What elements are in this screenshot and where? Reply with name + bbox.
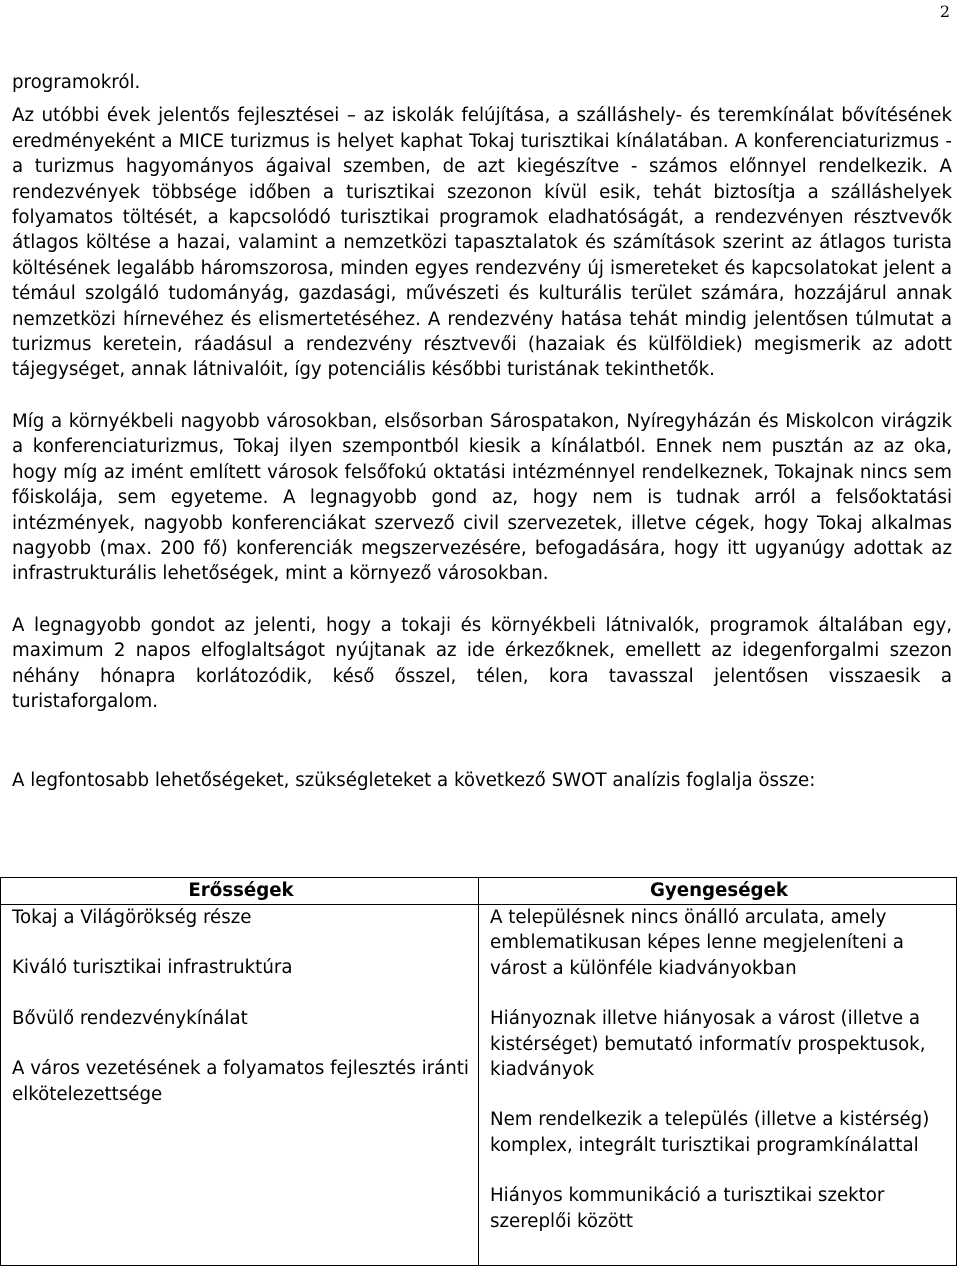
paragraph-mice-tourism: Az utóbbi évek jelentős fejlesztései – az iskolák felújítása, a szálláshely- és teremkínálat bővítésének eredményeként a MICE turizmus is helyet kaphat Tokaj turisztikai kínálatában. A konferenciaturizmus - a turizmus hagyományos ágaival szemben, de azt kiegészítve - számos előnnyel rendelkezik. A rendezvények többsége időben a turisztikai szezonon kívül esik, tehát biztosítja a szálláshelyek folyamatos töltését, a kapcsolódó turisztikai programok eladhatóságát, a rendezvényen résztvevők átlagos költése a hazai, valamint a nemzetközi tapasztalatok és számítások szerint az átlagos turista költésének legalább háromszorosa, minden egyes rendezvény új ismereteket és kapcsolatokat jelent a témául szolgáló tudományág, gazdasági, művészeti és kulturális terület számára, hozzájárul annak nemzetközi hírnevéhez és elismertetéséhez. A rendezvény hatása tehát mindig jelentősen túlmutat a turizmus keretein, ráadásul a rendezvény résztvevői (hazaiak és külföldiek) megismerik az adott tájegységet, annak látnivalóit, így potenciális későbbi turistának tekinthetők. — [12, 105, 952, 381]
paragraph-swot-intro: A legfontosabb lehetőségeket, szükségleteket a következő SWOT analízis foglalja össze: — [12, 770, 816, 792]
document-body — [12, 70, 952, 794]
strength-item: A város vezetésének a folyamatos fejlesztés iránti elkötelezettsége — [12, 1058, 469, 1105]
page-number: 2 — [939, 2, 950, 21]
weaknesses-cell — [479, 905, 957, 1266]
swot-header-row — [1, 878, 957, 905]
weaknesses-header: Gyengeségek — [479, 878, 957, 905]
weakness-item: Hiányos kommunikáció a turisztikai szektor szereplői között — [490, 1185, 885, 1232]
paragraph-conference-competition: Míg a környékbeli nagyobb városokban, elsősorban Sárospatakon, Nyíregyházán és Miskolcon virágzik a konferenciaturizmus, Tokaj ilyen szempontból kiesik a kínálatból. Ennek nem pusztán az az oka, hogy míg az imént említett városok felsőfokú oktatási intézménnyel rendelkeznek, Tokajnak nincs sem főiskolája, sem egyeteme. A legnagyobb gond az, hogy nem is tudnak arról a felsőoktatási intézmények, nagyobb konferenciákat szervező civil szervezetek, illetve cégek, hogy Tokaj alkalmas nagyobb (max. 200 fő) konferenciák megszervezésére, befogadására, hogy itt ugyanúgy adottak az infrastrukturális lehetőségek, mint a környező városokban. — [12, 410, 952, 585]
swot-table — [0, 877, 957, 1266]
paragraph-main-problem: A legnagyobb gondot az jelenti, hogy a tokaji és környékbeli látnivalók, programok általában egy, maximum 2 napos elfoglaltságot nyújtanak az ide érkezőknek, emellett az idegenforgalmi szezon néhány hónapra korlátozódik, késő ősszel, télen, kora tavasszal jelentősen visszaesik a turistaforgalom. — [12, 614, 952, 712]
strength-item: Tokaj a Világörökség része — [12, 907, 252, 928]
swot-content-row — [1, 905, 957, 1266]
strengths-header: Erősségek — [1, 878, 479, 905]
strengths-cell — [1, 905, 479, 1266]
strength-item: Kiváló turisztikai infrastruktúra — [12, 957, 293, 979]
weakness-item: Nem rendelkezik a település (illetve a kistérség) komplex, integrált turisztikai programkínálattal — [490, 1109, 930, 1156]
weakness-item: A településnek nincs önálló arculata, amely emblematikusan képes lenne megjeleníteni a várost a különféle kiadványokban — [490, 907, 904, 979]
weakness-item: Hiányoznak illetve hiányosak a várost (illetve a kistérséget) bemutató informatív prospektusok, kiadványok — [490, 1008, 926, 1081]
strength-item: Bővülő rendezvénykínálat — [12, 1007, 248, 1029]
paragraph-continuation: programokról. — [12, 72, 141, 93]
